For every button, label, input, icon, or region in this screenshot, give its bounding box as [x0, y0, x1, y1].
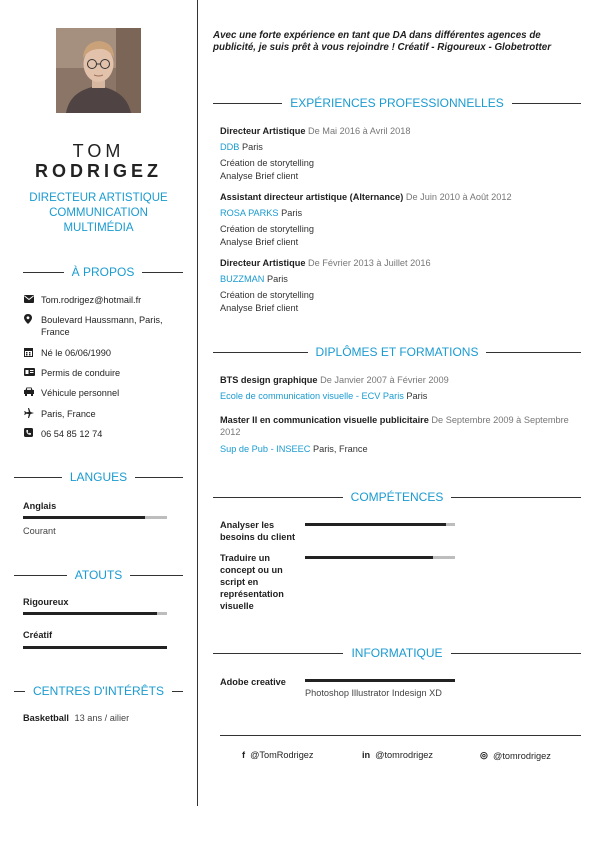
about-section-title — [23, 265, 183, 279]
it-tools: Photoshop Illustrator Indesign XD — [305, 688, 442, 698]
education-heading — [220, 414, 580, 438]
job-title-line: MULTIMÉDIA — [63, 222, 134, 234]
profile-photo — [56, 28, 141, 113]
experience-heading — [220, 191, 580, 203]
facebook-handle: @TomRodrigez — [250, 750, 314, 760]
asset-name: Créatif — [23, 630, 53, 640]
experience-description — [220, 157, 314, 183]
footer-divider — [220, 735, 581, 736]
experience-title: Directeur Artistique — [220, 258, 306, 268]
experience-company: ROSA PARKS — [220, 208, 279, 218]
contact-text: Boulevard Haussmann, Paris, France — [41, 315, 163, 337]
level-fill — [23, 612, 157, 615]
experience-title: Assistant directeur artistique (Alternance) — [220, 192, 404, 202]
linkedin-icon: in — [362, 750, 371, 760]
linkedin-handle: @tomrodrigez — [375, 750, 434, 760]
it-skill-name: Adobe creative — [220, 677, 286, 687]
instagram-icon: ◎ — [480, 750, 489, 760]
skill-level-bar — [305, 556, 455, 559]
experience-task: Création de storytelling — [220, 158, 314, 168]
job-title-line: DIRECTEUR ARTISTIQUE — [29, 192, 168, 204]
assets-section-title — [14, 568, 183, 582]
experience-title-text: EXPÉRIENCES PROFESSIONNELLES — [290, 96, 504, 110]
contact-text: 06 54 85 12 74 — [41, 429, 103, 439]
experience-task: Création de storytelling — [220, 290, 314, 300]
education-school: Sup de Pub - INSEEC — [220, 444, 311, 454]
contact-address — [24, 314, 184, 338]
experience-city: Paris — [241, 142, 263, 152]
languages-title-text: LANGUES — [69, 470, 128, 484]
experience-company: DDB — [220, 142, 240, 152]
interest-detail: 13 ans / ailier — [74, 713, 130, 723]
asset-name: Rigoureux — [23, 597, 69, 607]
education-heading — [220, 374, 580, 386]
asset-level-bar — [23, 646, 167, 649]
experience-description — [220, 289, 314, 315]
phone-icon — [24, 428, 41, 440]
social-linkedin[interactable] — [362, 750, 433, 760]
asset-level-bar — [23, 612, 167, 615]
experience-date: De Février 2013 à Juillet 2016 — [308, 258, 431, 268]
experience-company-line — [220, 141, 263, 153]
education-city: Paris — [406, 391, 428, 401]
experience-date: De Juin 2010 à Août 2012 — [405, 192, 512, 202]
facebook-icon: f — [242, 750, 246, 760]
column-divider — [197, 0, 198, 806]
contact-email — [24, 294, 184, 306]
intro-text: Avec une forte expérience en tant que DA dans différentes agences de publicité, je suis prêt à vous rejoindre ! Créatif - Rigoureux - Globetrotter — [213, 30, 552, 53]
contact-text: Véhicule personnel — [41, 388, 120, 398]
location-icon — [24, 314, 41, 338]
calendar-icon — [24, 347, 41, 360]
experience-section-title — [213, 96, 581, 110]
last-name: RODRIGEZ — [34, 161, 162, 181]
experience-task: Analyse Brief client — [220, 303, 299, 313]
sidebar — [0, 0, 197, 842]
assets-title-text: ATOUTS — [74, 568, 123, 582]
experience-description — [220, 223, 314, 249]
contact-birthdate — [24, 347, 184, 360]
email-icon — [24, 294, 41, 306]
experience-company: BUZZMAN — [220, 274, 265, 284]
experience-city: Paris — [266, 274, 288, 284]
it-section-title — [213, 646, 581, 660]
interest-name: Basketball — [23, 713, 69, 723]
car-icon — [24, 387, 41, 399]
contact-city — [24, 408, 184, 421]
education-school-line — [220, 443, 368, 455]
it-title-text: INFORMATIQUE — [351, 646, 443, 660]
social-facebook[interactable] — [242, 750, 314, 760]
skills-title-text: COMPÉTENCES — [350, 490, 444, 504]
education-date: De Septembre 2009 à Septembre 2012 — [220, 415, 569, 437]
education-title: BTS design graphique — [220, 375, 318, 385]
contact-text: Tom.rodrigez@hotmail.fr — [41, 295, 142, 305]
contact-vehicle — [24, 387, 184, 399]
experience-heading — [220, 125, 580, 137]
language-level-text: Courant — [23, 526, 56, 536]
experience-company-line — [220, 273, 288, 285]
languages-section-title — [14, 470, 183, 484]
contact-text: Paris, France — [41, 409, 96, 419]
plane-icon — [24, 408, 41, 421]
experience-heading — [220, 257, 580, 269]
instagram-handle: @tomrodrigez — [493, 750, 551, 761]
skills-section-title — [213, 490, 581, 504]
interests-section-title — [14, 684, 183, 698]
contact-license — [24, 367, 184, 379]
contact-text: Permis de conduire — [41, 368, 121, 378]
skill-name: Analyser les besoins du client — [220, 520, 296, 542]
education-school-line — [220, 390, 427, 402]
experience-company-line — [220, 207, 302, 219]
skill-name: Traduire un concept ou un script en représentation visuelle — [220, 553, 284, 611]
experience-task: Création de storytelling — [220, 224, 314, 234]
interests-title-text: CENTRES D'INTÉRÊTS — [33, 684, 164, 698]
about-title-text: À PROPOS — [71, 265, 135, 279]
contact-text: Né le 06/06/1990 — [41, 348, 111, 358]
language-level-bar — [23, 516, 167, 519]
education-date: De Janvier 2007 à Février 2009 — [320, 375, 449, 385]
experience-title: Directeur Artistique — [220, 126, 306, 136]
first-name: TOM — [72, 141, 125, 161]
level-fill — [305, 556, 433, 559]
job-title-line: COMMUNICATION — [49, 207, 148, 219]
experience-task: Analyse Brief client — [220, 237, 299, 247]
level-fill — [305, 523, 446, 526]
social-instagram[interactable] — [480, 750, 551, 761]
skill-level-bar — [305, 523, 455, 526]
experience-task: Analyse Brief client — [220, 171, 299, 181]
level-fill — [23, 646, 167, 649]
education-city: Paris, France — [312, 444, 368, 454]
education-section-title — [213, 345, 581, 359]
level-fill — [305, 679, 455, 682]
experience-date: De Mai 2016 à Avril 2018 — [308, 126, 411, 136]
education-title-text: DIPLÔMES ET FORMATIONS — [315, 345, 479, 359]
education-title: Master II en communication visuelle publicitaire — [220, 415, 429, 425]
level-fill — [23, 516, 145, 519]
job-title — [10, 191, 187, 236]
experience-city: Paris — [281, 208, 303, 218]
id-card-icon — [24, 367, 41, 379]
interest-item — [23, 713, 129, 723]
education-school: Ecole de communication visuelle - ECV Paris — [220, 391, 404, 401]
language-name: Anglais — [23, 501, 57, 511]
it-level-bar — [305, 679, 455, 682]
contact-phone — [24, 428, 184, 440]
